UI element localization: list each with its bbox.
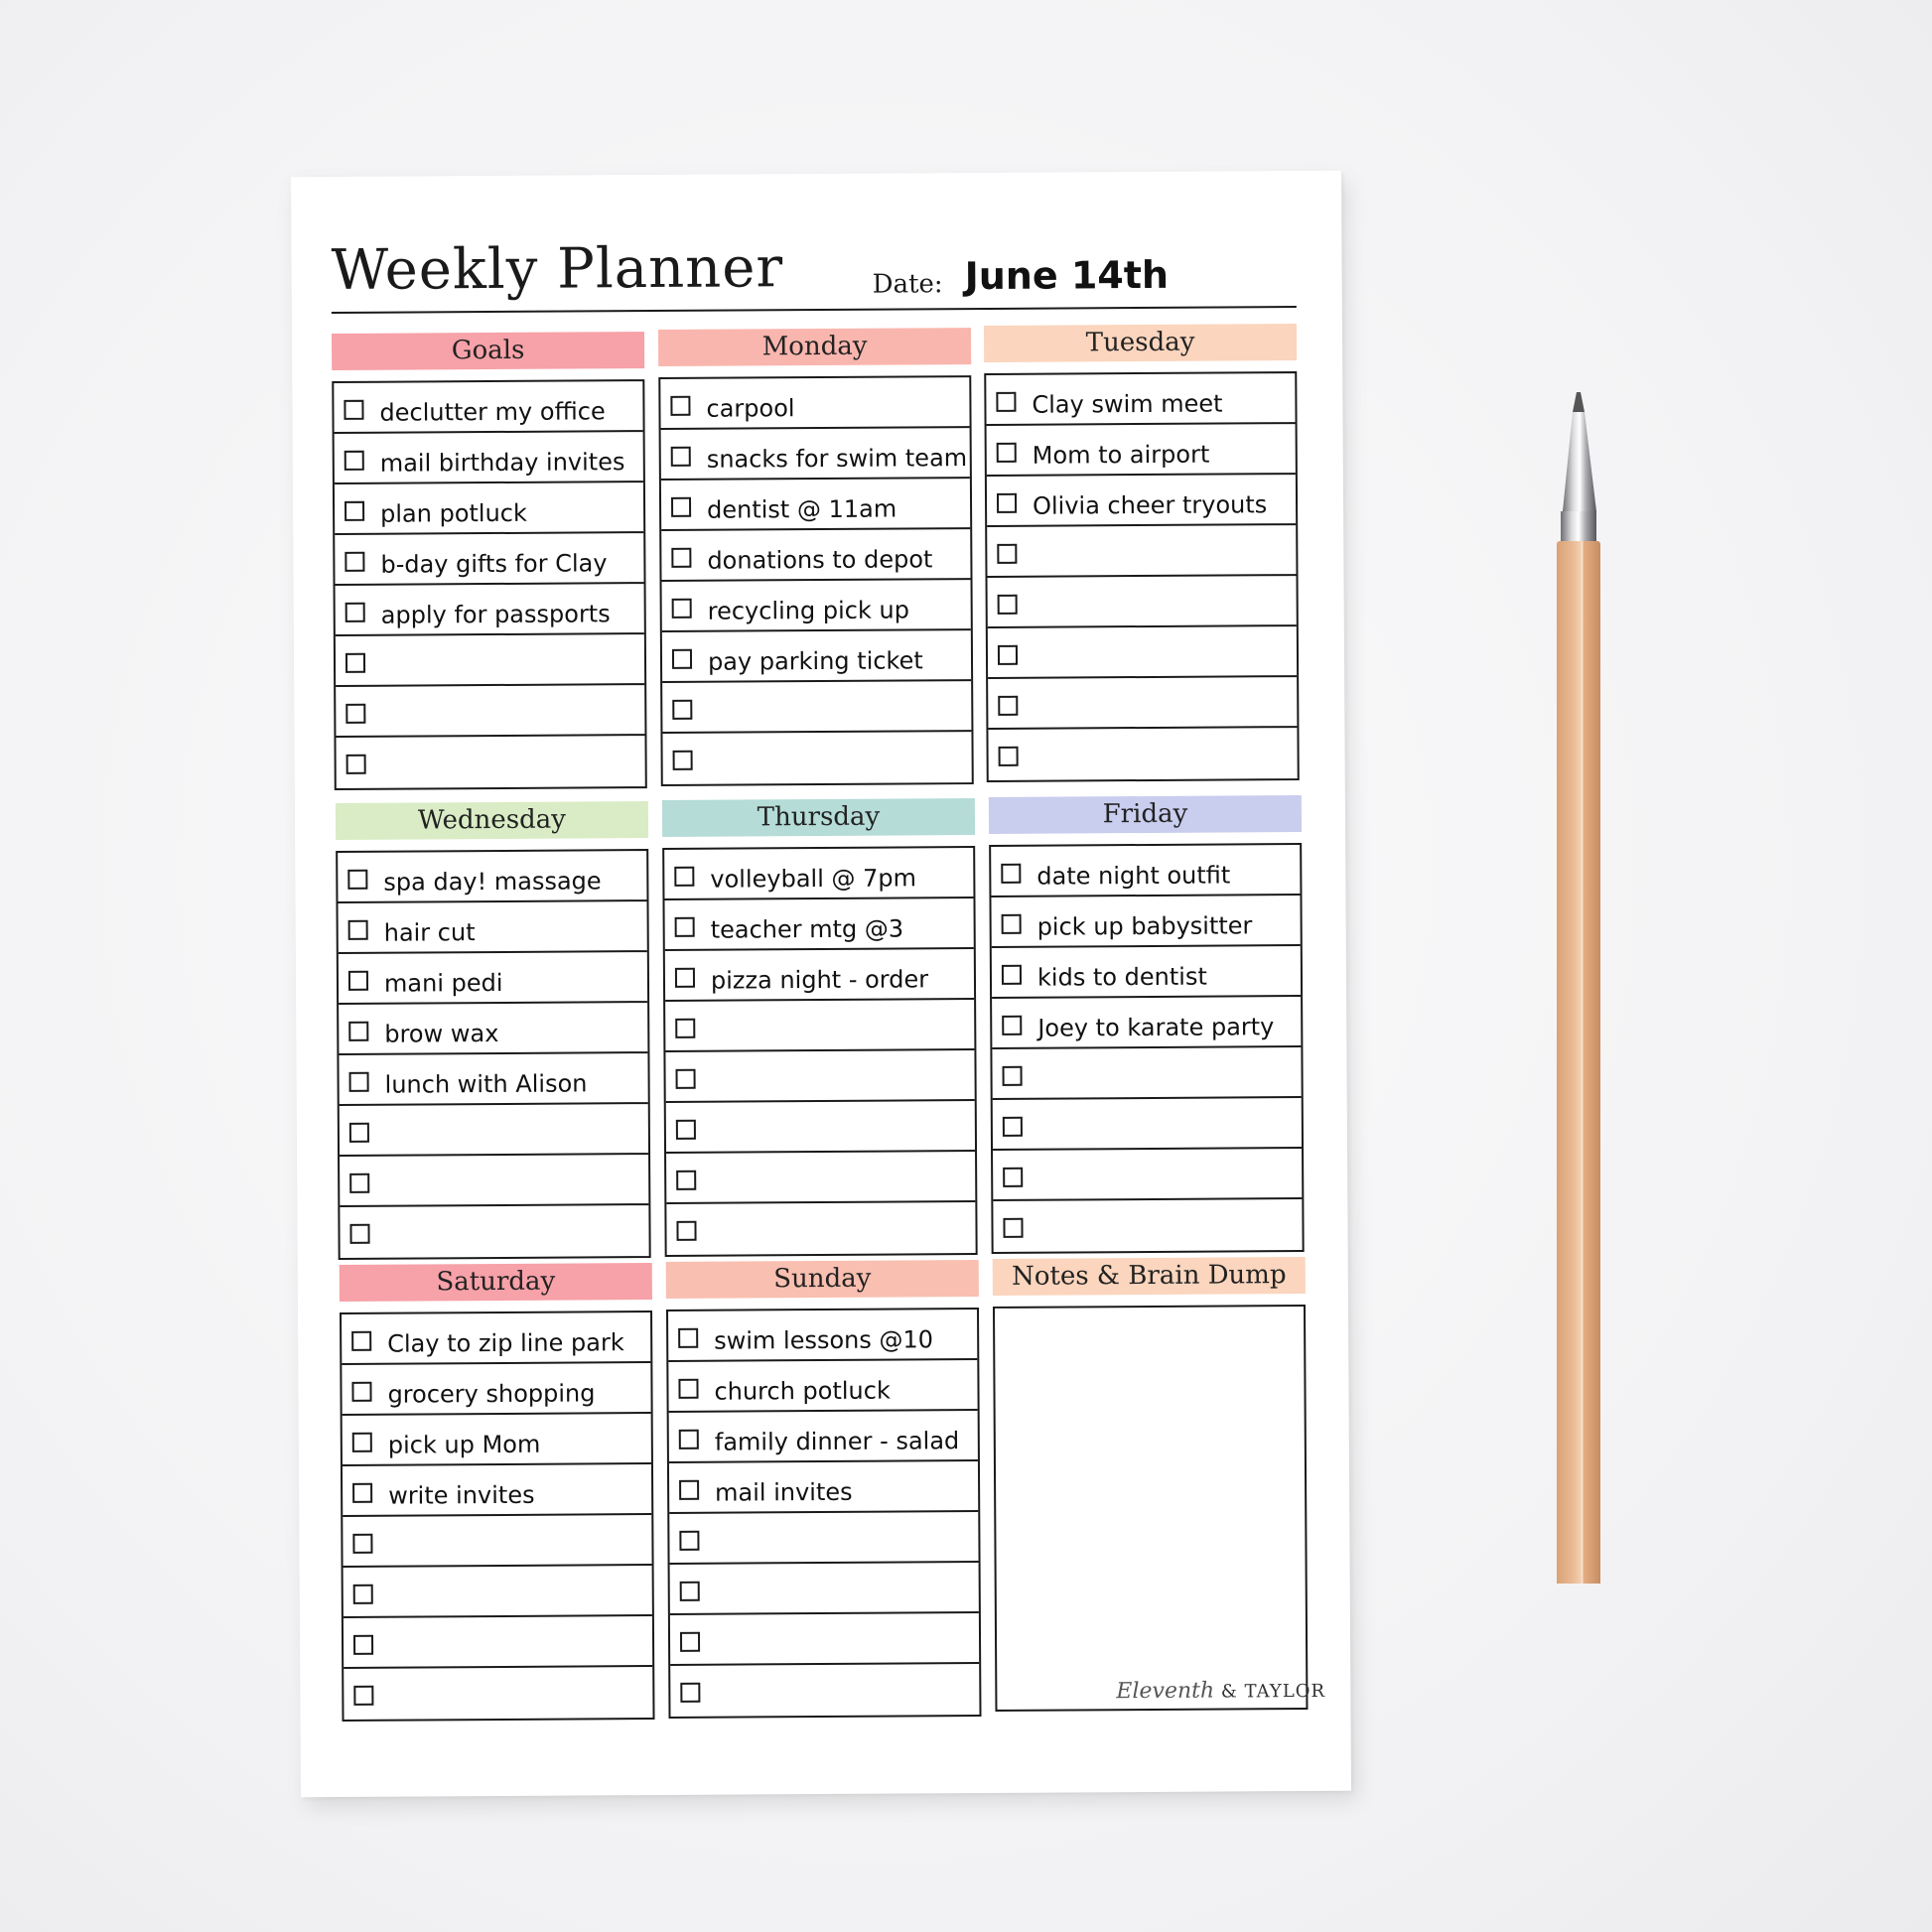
- checkbox[interactable]: [679, 1480, 699, 1500]
- task-row: [988, 576, 1297, 628]
- task-row: [334, 381, 642, 434]
- task-text: write invites: [388, 1480, 535, 1510]
- brand-script: Eleventh: [1116, 1678, 1215, 1705]
- task-row: [342, 1363, 650, 1416]
- task-text: grocery shopping: [387, 1379, 596, 1409]
- task-row: [992, 997, 1301, 1049]
- checkbox[interactable]: [679, 1430, 699, 1449]
- task-row: [336, 685, 644, 738]
- task-row: [988, 677, 1297, 730]
- task-row: [991, 845, 1300, 897]
- checkbox[interactable]: [675, 917, 695, 937]
- sunday-header: Sunday: [666, 1260, 979, 1299]
- checkbox[interactable]: [345, 704, 365, 724]
- saturday-header: Saturday: [340, 1263, 652, 1302]
- wednesday-task-list: [336, 849, 651, 1260]
- checkbox[interactable]: [998, 645, 1018, 665]
- monday-section: [658, 328, 974, 786]
- checkbox[interactable]: [671, 447, 691, 467]
- task-row: [339, 1003, 647, 1055]
- task-row: [661, 479, 970, 531]
- task-text: pick up babysitter: [1036, 911, 1253, 941]
- task-row: [669, 1461, 978, 1514]
- pencil: [1529, 392, 1628, 1584]
- task-row: [987, 525, 1296, 578]
- friday-header: Friday: [989, 795, 1302, 834]
- task-row: [661, 428, 970, 481]
- thursday-header: Thursday: [662, 798, 975, 837]
- task-row: [664, 898, 973, 951]
- task-row: [335, 533, 643, 586]
- checkbox[interactable]: [348, 971, 368, 991]
- task-row: [665, 949, 974, 1002]
- task-row: [670, 1613, 979, 1666]
- checkbox[interactable]: [680, 1582, 700, 1601]
- checkbox[interactable]: [1003, 1218, 1023, 1238]
- task-text: carpool: [706, 394, 795, 423]
- sunday-section: [666, 1260, 982, 1719]
- checkbox[interactable]: [672, 599, 692, 619]
- task-row: [340, 1205, 648, 1258]
- checkbox[interactable]: [678, 1379, 698, 1399]
- checkbox[interactable]: [348, 1022, 368, 1041]
- task-text: lunch with Alison: [384, 1069, 588, 1099]
- task-row: [665, 1050, 974, 1103]
- checkbox[interactable]: [679, 1531, 699, 1551]
- checkbox[interactable]: [998, 595, 1018, 615]
- checkbox[interactable]: [997, 443, 1017, 463]
- task-row: [335, 483, 643, 535]
- date-value: June 14th: [964, 252, 1170, 299]
- task-row: [669, 1512, 978, 1565]
- checkbox[interactable]: [998, 696, 1018, 716]
- task-row: [988, 728, 1297, 780]
- task-row: [662, 681, 971, 734]
- task-text: dentist @ 11am: [706, 494, 897, 524]
- checkbox[interactable]: [676, 1120, 696, 1140]
- checkbox[interactable]: [349, 1224, 369, 1244]
- task-row: [335, 432, 643, 484]
- task-row: [660, 377, 969, 430]
- date-label: Date:: [872, 269, 943, 300]
- task-row: [993, 1149, 1302, 1201]
- task-text: spa day! massage: [383, 867, 602, 897]
- checkbox[interactable]: [345, 603, 365, 622]
- saturday-section: [340, 1263, 655, 1722]
- brand-amp: &: [1220, 1681, 1238, 1703]
- friday-task-list: [989, 843, 1305, 1254]
- task-text: family dinner - salad: [714, 1427, 960, 1456]
- checkbox[interactable]: [349, 1123, 369, 1143]
- thursday-task-list: [662, 846, 978, 1257]
- task-text: snacks for swim team: [706, 444, 968, 474]
- checkbox[interactable]: [1003, 1117, 1023, 1137]
- task-text: Olivia cheer tryouts: [1032, 490, 1268, 520]
- checkbox[interactable]: [345, 552, 364, 572]
- checkbox[interactable]: [349, 1173, 369, 1193]
- task-text: Mom to airport: [1032, 440, 1210, 470]
- goals-section: [332, 332, 647, 790]
- checkbox[interactable]: [680, 1683, 700, 1703]
- task-text: kids to dentist: [1036, 962, 1207, 992]
- task-text: Clay to zip line park: [387, 1328, 624, 1358]
- task-text: declutter my office: [379, 397, 606, 427]
- task-text: b-day gifts for Clay: [380, 549, 608, 579]
- tuesday-section: [984, 324, 1300, 782]
- notes-area: [993, 1305, 1308, 1712]
- task-row: [666, 1101, 975, 1154]
- task-row: [991, 896, 1300, 948]
- checkbox[interactable]: [351, 1382, 371, 1402]
- task-text: recycling pick up: [707, 596, 909, 625]
- checkbox[interactable]: [674, 867, 694, 887]
- task-row: [669, 1411, 978, 1463]
- checkbox[interactable]: [1003, 1168, 1023, 1187]
- checkbox[interactable]: [344, 400, 363, 420]
- task-row: [993, 1098, 1302, 1151]
- checkbox[interactable]: [996, 392, 1016, 412]
- brand-logo: [1116, 1678, 1325, 1704]
- task-text: pizza night - order: [710, 965, 929, 995]
- checkbox[interactable]: [670, 396, 690, 416]
- sunday-task-list: [666, 1308, 982, 1719]
- thursday-section: [662, 798, 978, 1257]
- task-row: [668, 1360, 977, 1413]
- task-row: [993, 1199, 1302, 1252]
- task-row: [336, 584, 644, 636]
- task-row: [992, 1047, 1301, 1100]
- task-row: [336, 736, 644, 788]
- task-row: [992, 946, 1301, 999]
- checkbox[interactable]: [1002, 1016, 1022, 1035]
- task-row: [336, 634, 644, 687]
- task-row: [661, 529, 970, 582]
- checkbox[interactable]: [353, 1635, 373, 1655]
- task-row: [666, 1152, 975, 1204]
- task-text: swim lessons @10: [714, 1325, 934, 1355]
- task-row: [340, 1104, 648, 1157]
- task-text: Clay swim meet: [1032, 389, 1223, 419]
- goals-header: Goals: [332, 332, 644, 370]
- checkbox[interactable]: [352, 1534, 372, 1554]
- checkbox[interactable]: [345, 653, 365, 673]
- task-row: [988, 626, 1297, 679]
- title-divider: [332, 306, 1297, 314]
- task-text: hair cut: [383, 918, 476, 947]
- task-text: plan potluck: [380, 498, 527, 528]
- checkbox[interactable]: [675, 1019, 695, 1038]
- checkbox[interactable]: [671, 497, 691, 517]
- task-text: donations to depot: [707, 545, 933, 575]
- task-row: [344, 1616, 652, 1669]
- task-row: [664, 848, 973, 900]
- task-text: church potluck: [714, 1376, 891, 1406]
- task-row: [343, 1515, 651, 1568]
- checkbox[interactable]: [672, 649, 692, 669]
- checkbox[interactable]: [1002, 914, 1022, 934]
- checkbox[interactable]: [346, 755, 366, 774]
- task-text: mail birthday invites: [379, 448, 625, 478]
- wednesday-header: Wednesday: [336, 801, 648, 840]
- task-text: pay parking ticket: [707, 646, 923, 676]
- task-row: [666, 1202, 975, 1255]
- notes-header: Notes & Brain Dump: [993, 1257, 1306, 1296]
- checkbox[interactable]: [997, 493, 1017, 513]
- task-row: [340, 1155, 648, 1207]
- task-text: teacher mtg @3: [710, 914, 904, 944]
- wednesday-section: [336, 801, 651, 1260]
- brand-name: TAYLOR: [1244, 1680, 1326, 1703]
- task-text: volleyball @ 7pm: [710, 864, 917, 894]
- task-text: mani pedi: [383, 968, 503, 998]
- page-title: Weekly Planner: [331, 235, 784, 303]
- task-row: [342, 1312, 650, 1365]
- checkbox[interactable]: [345, 501, 364, 521]
- task-row: [338, 851, 646, 903]
- checkbox[interactable]: [676, 1171, 696, 1190]
- checkbox[interactable]: [680, 1632, 700, 1652]
- checkbox[interactable]: [351, 1331, 371, 1351]
- checkbox[interactable]: [349, 1072, 369, 1092]
- goals-task-list: [332, 379, 647, 790]
- checkbox[interactable]: [348, 920, 368, 940]
- monday-header: Monday: [658, 328, 971, 366]
- checkbox[interactable]: [1002, 965, 1022, 985]
- saturday-task-list: [340, 1311, 655, 1722]
- task-text: date night outfit: [1036, 861, 1231, 891]
- task-text: brow wax: [384, 1019, 499, 1048]
- task-row: [662, 580, 971, 632]
- task-text: pick up Mom: [387, 1430, 541, 1459]
- task-row: [662, 732, 971, 784]
- checkbox[interactable]: [347, 870, 367, 890]
- task-row: [987, 424, 1296, 477]
- task-text: mail invites: [715, 1477, 853, 1507]
- tuesday-task-list: [984, 371, 1300, 782]
- checkbox[interactable]: [673, 751, 693, 770]
- task-row: [338, 901, 646, 954]
- friday-section: [989, 795, 1305, 1254]
- task-row: [986, 373, 1295, 426]
- checkbox[interactable]: [676, 1221, 696, 1241]
- task-row: [662, 630, 971, 683]
- task-row: [344, 1566, 652, 1618]
- checkbox[interactable]: [352, 1433, 372, 1452]
- checkbox[interactable]: [999, 747, 1019, 766]
- checkbox[interactable]: [678, 1328, 698, 1348]
- monday-task-list: [658, 375, 974, 786]
- task-text: apply for passports: [380, 600, 611, 629]
- task-text: Joey to karate party: [1037, 1013, 1275, 1042]
- checkbox[interactable]: [345, 451, 364, 471]
- task-row: [339, 952, 647, 1005]
- task-row: [339, 1053, 647, 1106]
- checkbox[interactable]: [1003, 1066, 1023, 1086]
- checkbox[interactable]: [676, 1069, 696, 1089]
- task-row: [670, 1664, 979, 1717]
- tuesday-header: Tuesday: [984, 324, 1297, 362]
- checkbox[interactable]: [997, 544, 1017, 564]
- task-row: [670, 1563, 979, 1615]
- checkbox[interactable]: [352, 1483, 372, 1503]
- task-row: [987, 475, 1296, 527]
- checkbox[interactable]: [1001, 864, 1021, 884]
- task-row: [343, 1414, 651, 1466]
- task-row: [343, 1464, 651, 1517]
- checkbox[interactable]: [672, 700, 692, 720]
- checkbox[interactable]: [353, 1686, 373, 1706]
- task-row: [665, 1000, 974, 1052]
- task-row: [668, 1310, 977, 1362]
- notes-section: [993, 1257, 1309, 1712]
- task-row: [344, 1667, 652, 1720]
- checkbox[interactable]: [671, 548, 691, 568]
- planner-sheet: [291, 171, 1351, 1797]
- checkbox[interactable]: [675, 968, 695, 988]
- checkbox[interactable]: [353, 1585, 373, 1604]
